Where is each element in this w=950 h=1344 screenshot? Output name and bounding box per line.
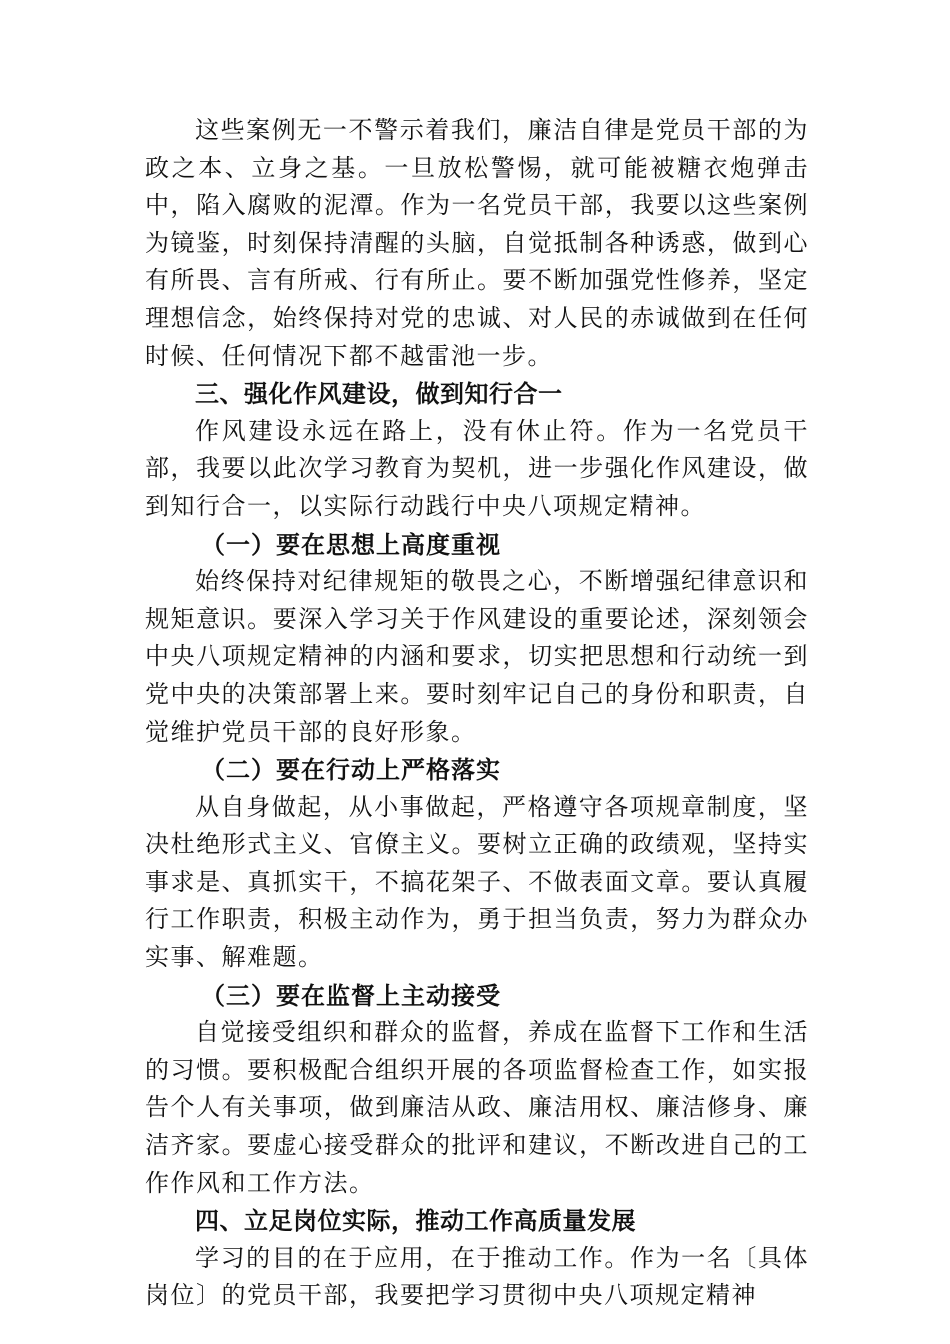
paragraph-integrity-warning: 这些案例无一不警示着我们，廉洁自律是党员干部的为政之本、立身之基。一旦放松警惕，就可能被糖衣炮弹击中，陷入腐败的泥潭。作为一名党员干部，我要以这些案例为镜鉴，时刻保持清醒的头脑，自觉抵制各种诱惑，做到心有所畏、言有所戒、行有所止。要不断加强党性修养，坚定理想信念，始终保持对党的忠诚、对人民的赤诚做到在任何时候、任何情况下都不越雷池一步。 [145, 116, 809, 370]
heading-section-3: 三、强化作风建设，做到知行合一 [195, 379, 563, 409]
heading-section-4: 四、立足岗位实际，推动工作高质量发展 [195, 1206, 636, 1236]
subheading-2: （二）要在行动上严格落实 [201, 755, 501, 785]
paragraph-supervision: 自觉接受组织和群众的监督，养成在监督下工作和生活的习惯。要积极配合组织开展的各项监督检查工作，如实报告个人有关事项，做到廉洁从政、廉洁用权、廉洁修身、廉洁齐家。要虚心接受群众的批评和建议，不断改进自己的工作作风和工作方法。 [145, 1018, 809, 1197]
document-page [145, 112, 809, 1315]
paragraph-thought: 始终保持对纪律规矩的敬畏之心，不断增强纪律意识和规矩意识。要深入学习关于作风建设的重要论述，深刻领会中央八项规定精神的内涵和要求，切实把思想和行动统一到党中央的决策部署上来。要时刻牢记自己的身份和职责，自觉维护党员干部的良好形象。 [145, 567, 809, 746]
paragraph-style-building: 作风建设永远在路上，没有休止符。作为一名党员干部，我要以此次学习教育为契机，进一步强化作风建设，做到知行合一，以实际行动践行中央八项规定精神。 [145, 416, 809, 520]
subheading-3: （三）要在监督上主动接受 [201, 980, 501, 1010]
paragraph-action: 从自身做起，从小事做起，严格遵守各项规章制度，坚决杜绝形式主义、官僚主义。要树立正确的政绩观，坚持实事求是、真抓实干，不搞花架子、不做表面文章。要认真履行工作职责，积极主动作为，勇于担当负责，努力为群众办实事、解难题。 [145, 792, 809, 972]
paragraph-application: 学习的目的在于应用，在于推动工作。作为一名〔具体岗位〕的党员干部，我要把学习贯彻中央八项规定精神 [145, 1243, 809, 1310]
subheading-1: （一）要在思想上高度重视 [201, 529, 501, 559]
